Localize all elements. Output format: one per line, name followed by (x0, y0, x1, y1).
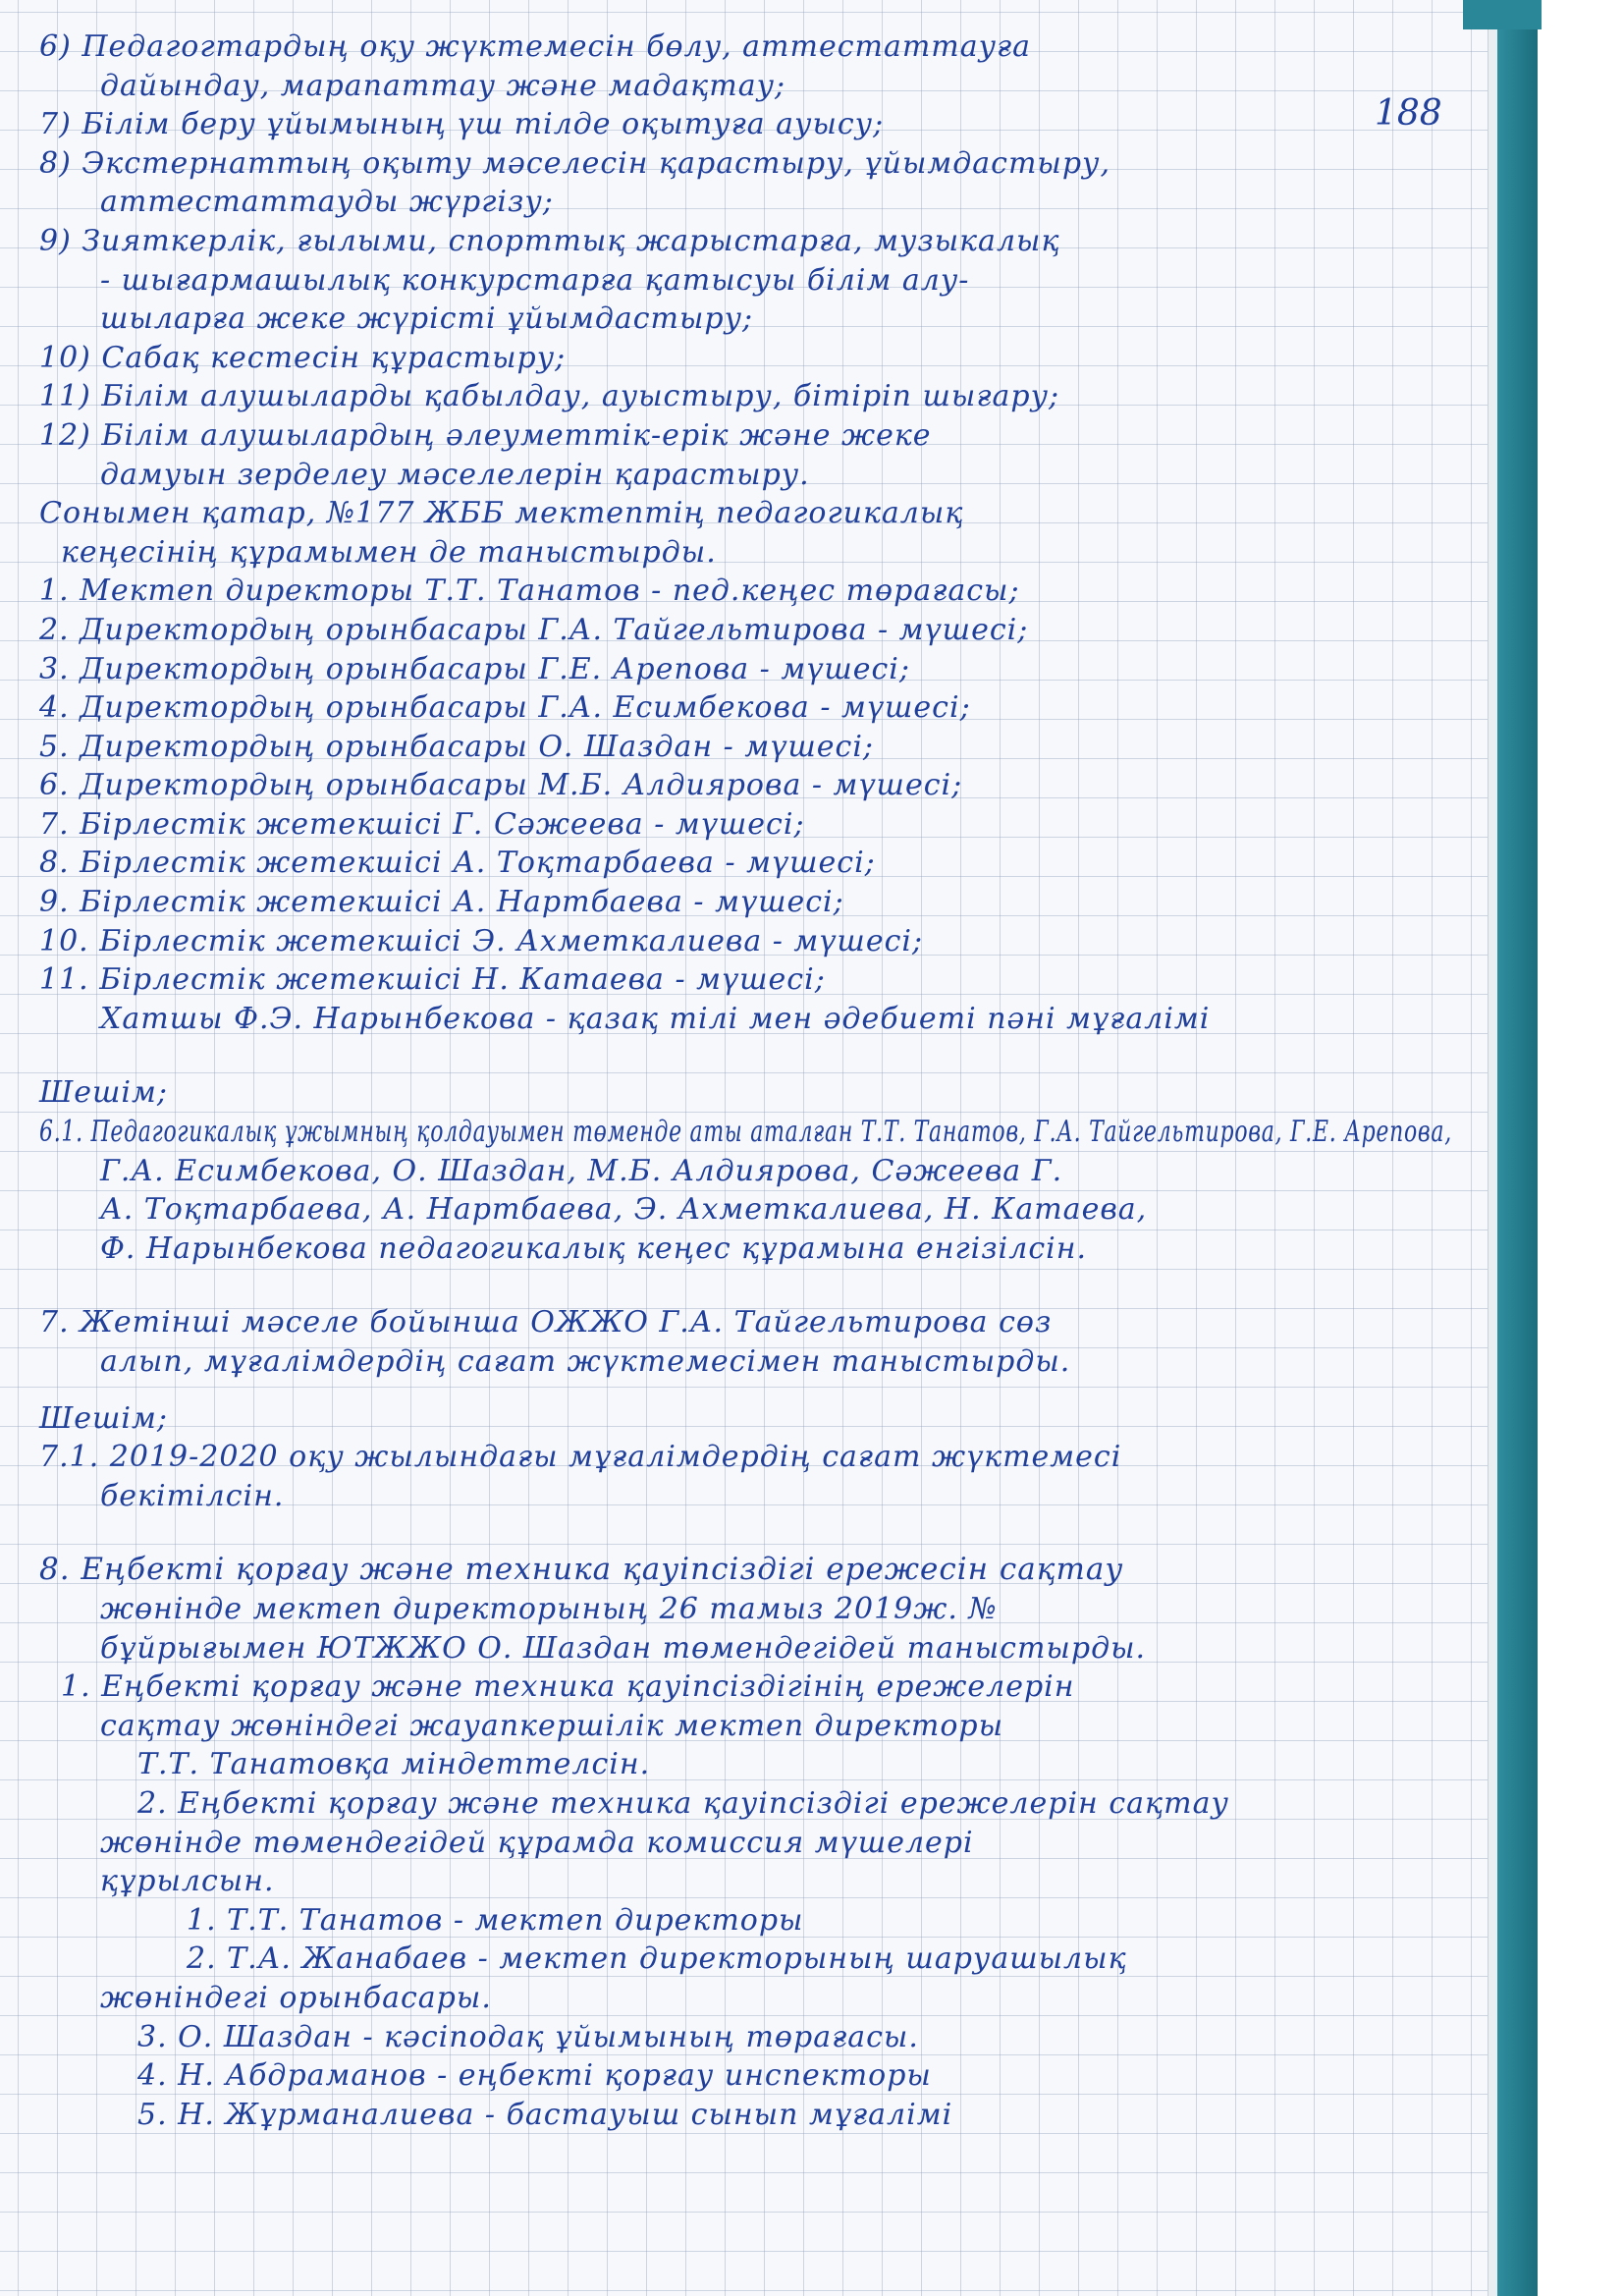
text-line: дамуын зерделеу мәселелерін қарастыру. (100, 457, 810, 492)
text-line: 8) Экстернаттың оқыту мәселесін қарастыру, ұйымдастыру, (39, 145, 1110, 181)
handwritten-text (39, 27, 1453, 2134)
text-line: 6.1. Педагогикалық ұжымның қолдауымен төменде аты аталған Т.Т. Танатов, Г.А. Тайгельтирова, Г.Е. Арепова, (39, 1115, 1452, 1150)
text-line: алып, мұғалімдердің сағат жүктемесімен таныстырды. (100, 1344, 1071, 1379)
spacer (39, 1268, 1453, 1303)
text-line: 7) Білім беру ұйымының үш тілде оқытуға ауысу; (39, 107, 885, 142)
text-line: 7. Жетінші мәселе бойынша ОЖЖО Г.А. Тайгельтирова сөз (39, 1305, 1053, 1340)
text-line: 6. Директордың орынбасары М.Б. Алдиярова - мүшесі; (39, 768, 963, 803)
text-line: 8. Еңбекті қорғау және техника қауіпсіздігі ережесін сақтау (39, 1552, 1124, 1588)
text-line: 4. Н. Абдраманов - еңбекті қорғау инспекторы (137, 2058, 932, 2094)
page-number: 188 (1375, 93, 1442, 134)
text-line: бұйрығымен ЮТЖЖО О. Шаздан төмендегідей таныстырды. (100, 1630, 1147, 1666)
text-line: 1. Т.Т. Танатов - мектеп директоры (187, 1902, 804, 1938)
text-line: жөнінде мектеп директорының 26 тамыз 2019ж. № (100, 1591, 998, 1626)
text-line: 3. Директордың орынбасары Г.Е. Арепова - мүшесі; (39, 651, 910, 686)
text-line: 9. Бірлестік жетекшісі А. Нартбаева - мүшесі; (39, 885, 844, 920)
text-line: сақтау жөніндегі жауапкершілік мектеп директоры (100, 1708, 1004, 1743)
text-line: 3. О. Шаздан - кәсіподақ ұйымының төрағасы. (137, 2019, 919, 2054)
text-line: Г.А. Есимбекова, О. Шаздан, М.Б. Алдиярова, Сәжеева Г. (100, 1153, 1063, 1188)
text-line: 5. Н. Жұрманалиева - бастауыш сынып мұғалімі (137, 2097, 953, 2132)
text-line: 9) Зияткерлік, ғылыми, спорттық жарыстарға, музыкалық (39, 223, 1060, 258)
text-line: 12) Білім алушылардың әлеуметтік-ерік және жеке (39, 417, 932, 453)
text-line: 7.1. 2019-2020 оқу жылындағы мұғалімдердің сағат жүктемесі (39, 1440, 1122, 1475)
text-line: аттестаттауды жүргізу; (100, 185, 554, 220)
text-line: кеңесінің құрамымен де таныстырды. (61, 534, 717, 570)
text-line: 2. Т.А. Жанабаев - мектеп директорының шаруашылық (187, 1941, 1127, 1977)
text-line: 5. Директордың орынбасары О. Шаздан - мүшесі; (39, 729, 875, 764)
text-line: 7. Бірлестік жетекшісі Г. Сәжеева - мүшесі; (39, 806, 805, 842)
text-line: Ф. Нарынбекова педагогикалық кеңес құрамына енгізілсін. (100, 1230, 1088, 1266)
text-line: жөнінде төмендегідей құрамда комиссия мүшелері (100, 1825, 974, 1860)
text-line: 1. Мектеп директоры Т.Т. Танатов - пед.кеңес төрағасы; (39, 574, 1020, 609)
notebook-cover-top (1463, 0, 1542, 29)
text-line: 10. Бірлестік жетекшісі Э. Ахметкалиева - мүшесі; (39, 923, 924, 958)
text-line: шыларға жеке жүрісті ұйымдастыру; (100, 301, 754, 337)
text-line: 11) Білім алушыларды қабылдау, ауыстыру, бітіріп шығару; (39, 379, 1060, 414)
spacer (39, 1382, 1453, 1399)
text-line: 2. Директордың орынбасары Г.А. Тайгельтирова - мүшесі; (39, 612, 1029, 647)
spacer (39, 1515, 1453, 1551)
text-line: Сонымен қатар, №177 ЖББ мектептің педагогикалық (39, 496, 964, 531)
text-line: Т.Т. Танатовқа міндеттелсін. (137, 1747, 651, 1782)
text-line: 6) Педагогтардың оқу жүктемесін бөлу, аттестаттауға (39, 29, 1032, 64)
text-line: - шығармашылық конкурстарға қатысуы білім алу- (100, 262, 970, 298)
text-line: Шешім; (39, 1400, 168, 1436)
text-line: 2. Еңбекті қорғау және техника қауіпсіздігі ережелерін сақтау (137, 1785, 1229, 1821)
text-line: 8. Бірлестік жетекшісі А. Тоқтарбаева - мүшесі; (39, 846, 876, 881)
text-line: бекітілсін. (100, 1478, 285, 1513)
notebook-cover (1497, 0, 1538, 2296)
text-line: Хатшы Ф.Э. Нарынбекова - қазақ тілі мен әдебиеті пәні мұғалімі (100, 1001, 1211, 1036)
text-line: А. Тоқтарбаева, А. Нартбаева, Э. Ахметкалиева, Н. Катаева, (100, 1192, 1148, 1228)
text-line: 11. Бірлестік жетекшісі Н. Катаева - мүшесі; (39, 962, 826, 998)
text-line: Шешім; (39, 1075, 168, 1111)
text-line: құрылсын. (100, 1864, 275, 1899)
text-line: 4. Директордың орынбасары Г.А. Есимбекова - мүшесі; (39, 690, 971, 726)
text-line: 1. Еңбекті қорғау және техника қауіпсіздігінің ережелерін (61, 1669, 1075, 1705)
text-line: 10) Сабақ кестесін құрастыру; (39, 340, 567, 375)
text-line: дайындау, марапаттау және мадақтау; (100, 68, 786, 103)
spacer (39, 1038, 1453, 1073)
text-line: жөніндегі орынбасары. (100, 1980, 492, 2015)
